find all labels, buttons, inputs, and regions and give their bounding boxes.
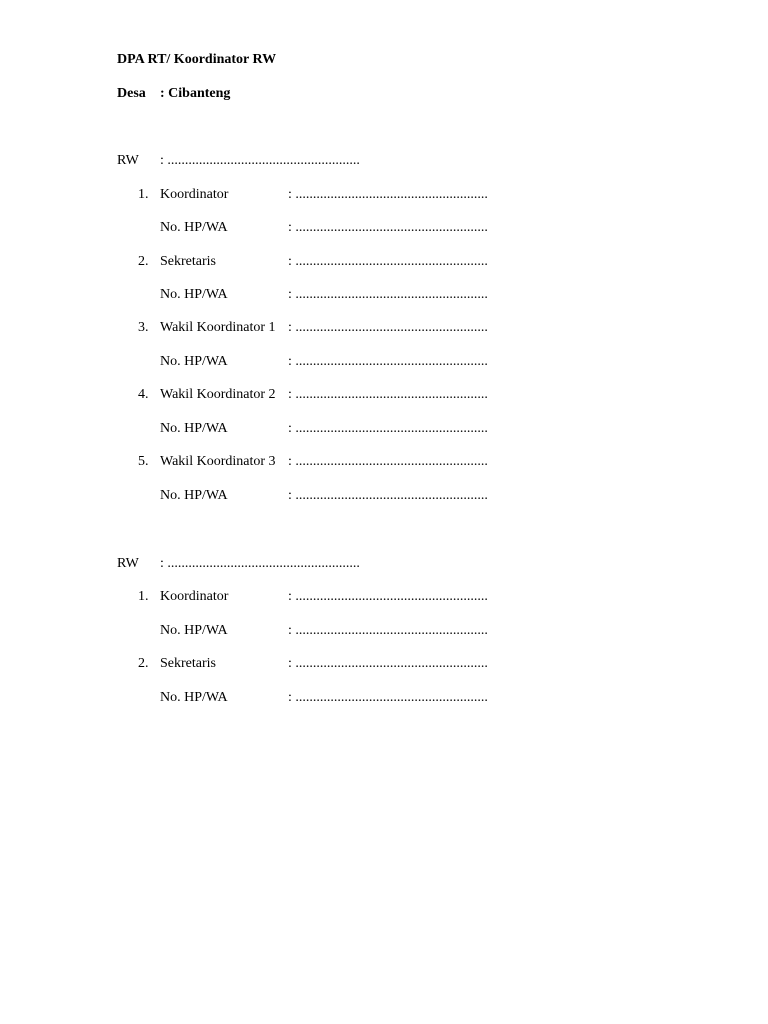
- item-role-blank: : .......................................................: [288, 320, 488, 335]
- item-number: 1.: [138, 589, 149, 604]
- item-hp-label: No. HP/WA: [160, 690, 228, 705]
- item-role-blank: : .......................................................: [288, 387, 488, 402]
- item-number: 1.: [138, 187, 149, 202]
- section-label: RW: [117, 153, 139, 168]
- document-title: DPA RT/ Koordinator RW: [117, 52, 277, 67]
- item-role: Wakil Koordinator 1: [160, 320, 276, 335]
- item-hp-blank: : .......................................................: [288, 623, 488, 638]
- section-value-blank: : .......................................................: [160, 153, 360, 168]
- item-hp-label: No. HP/WA: [160, 354, 228, 369]
- desa-value: : Cibanteng: [160, 86, 231, 101]
- item-hp-blank: : .......................................................: [288, 690, 488, 705]
- item-role: Koordinator: [160, 187, 229, 202]
- item-number: 4.: [138, 387, 149, 402]
- item-hp-label: No. HP/WA: [160, 421, 228, 436]
- item-hp-blank: : .......................................................: [288, 354, 488, 369]
- section-value-blank: : .......................................................: [160, 556, 360, 571]
- item-hp-label: No. HP/WA: [160, 220, 228, 235]
- item-hp-blank: : .......................................................: [288, 488, 488, 503]
- item-role-blank: : .......................................................: [288, 589, 488, 604]
- item-role-blank: : .......................................................: [288, 454, 488, 469]
- item-hp-blank: : .......................................................: [288, 220, 488, 235]
- item-role-blank: : .......................................................: [288, 187, 488, 202]
- item-hp-label: No. HP/WA: [160, 488, 228, 503]
- item-role-blank: : .......................................................: [288, 656, 488, 671]
- item-role: Wakil Koordinator 3: [160, 454, 276, 469]
- section-label: RW: [117, 556, 139, 571]
- item-number: 5.: [138, 454, 149, 469]
- item-hp-label: No. HP/WA: [160, 623, 228, 638]
- item-number: 3.: [138, 320, 149, 335]
- item-hp-label: No. HP/WA: [160, 287, 228, 302]
- item-number: 2.: [138, 656, 149, 671]
- item-role: Koordinator: [160, 589, 229, 604]
- item-role: Wakil Koordinator 2: [160, 387, 276, 402]
- item-role: Sekretaris: [160, 656, 216, 671]
- item-role: Sekretaris: [160, 254, 216, 269]
- desa-label: Desa: [117, 86, 146, 101]
- item-hp-blank: : .......................................................: [288, 421, 488, 436]
- item-role-blank: : .......................................................: [288, 254, 488, 269]
- item-number: 2.: [138, 254, 149, 269]
- item-hp-blank: : .......................................................: [288, 287, 488, 302]
